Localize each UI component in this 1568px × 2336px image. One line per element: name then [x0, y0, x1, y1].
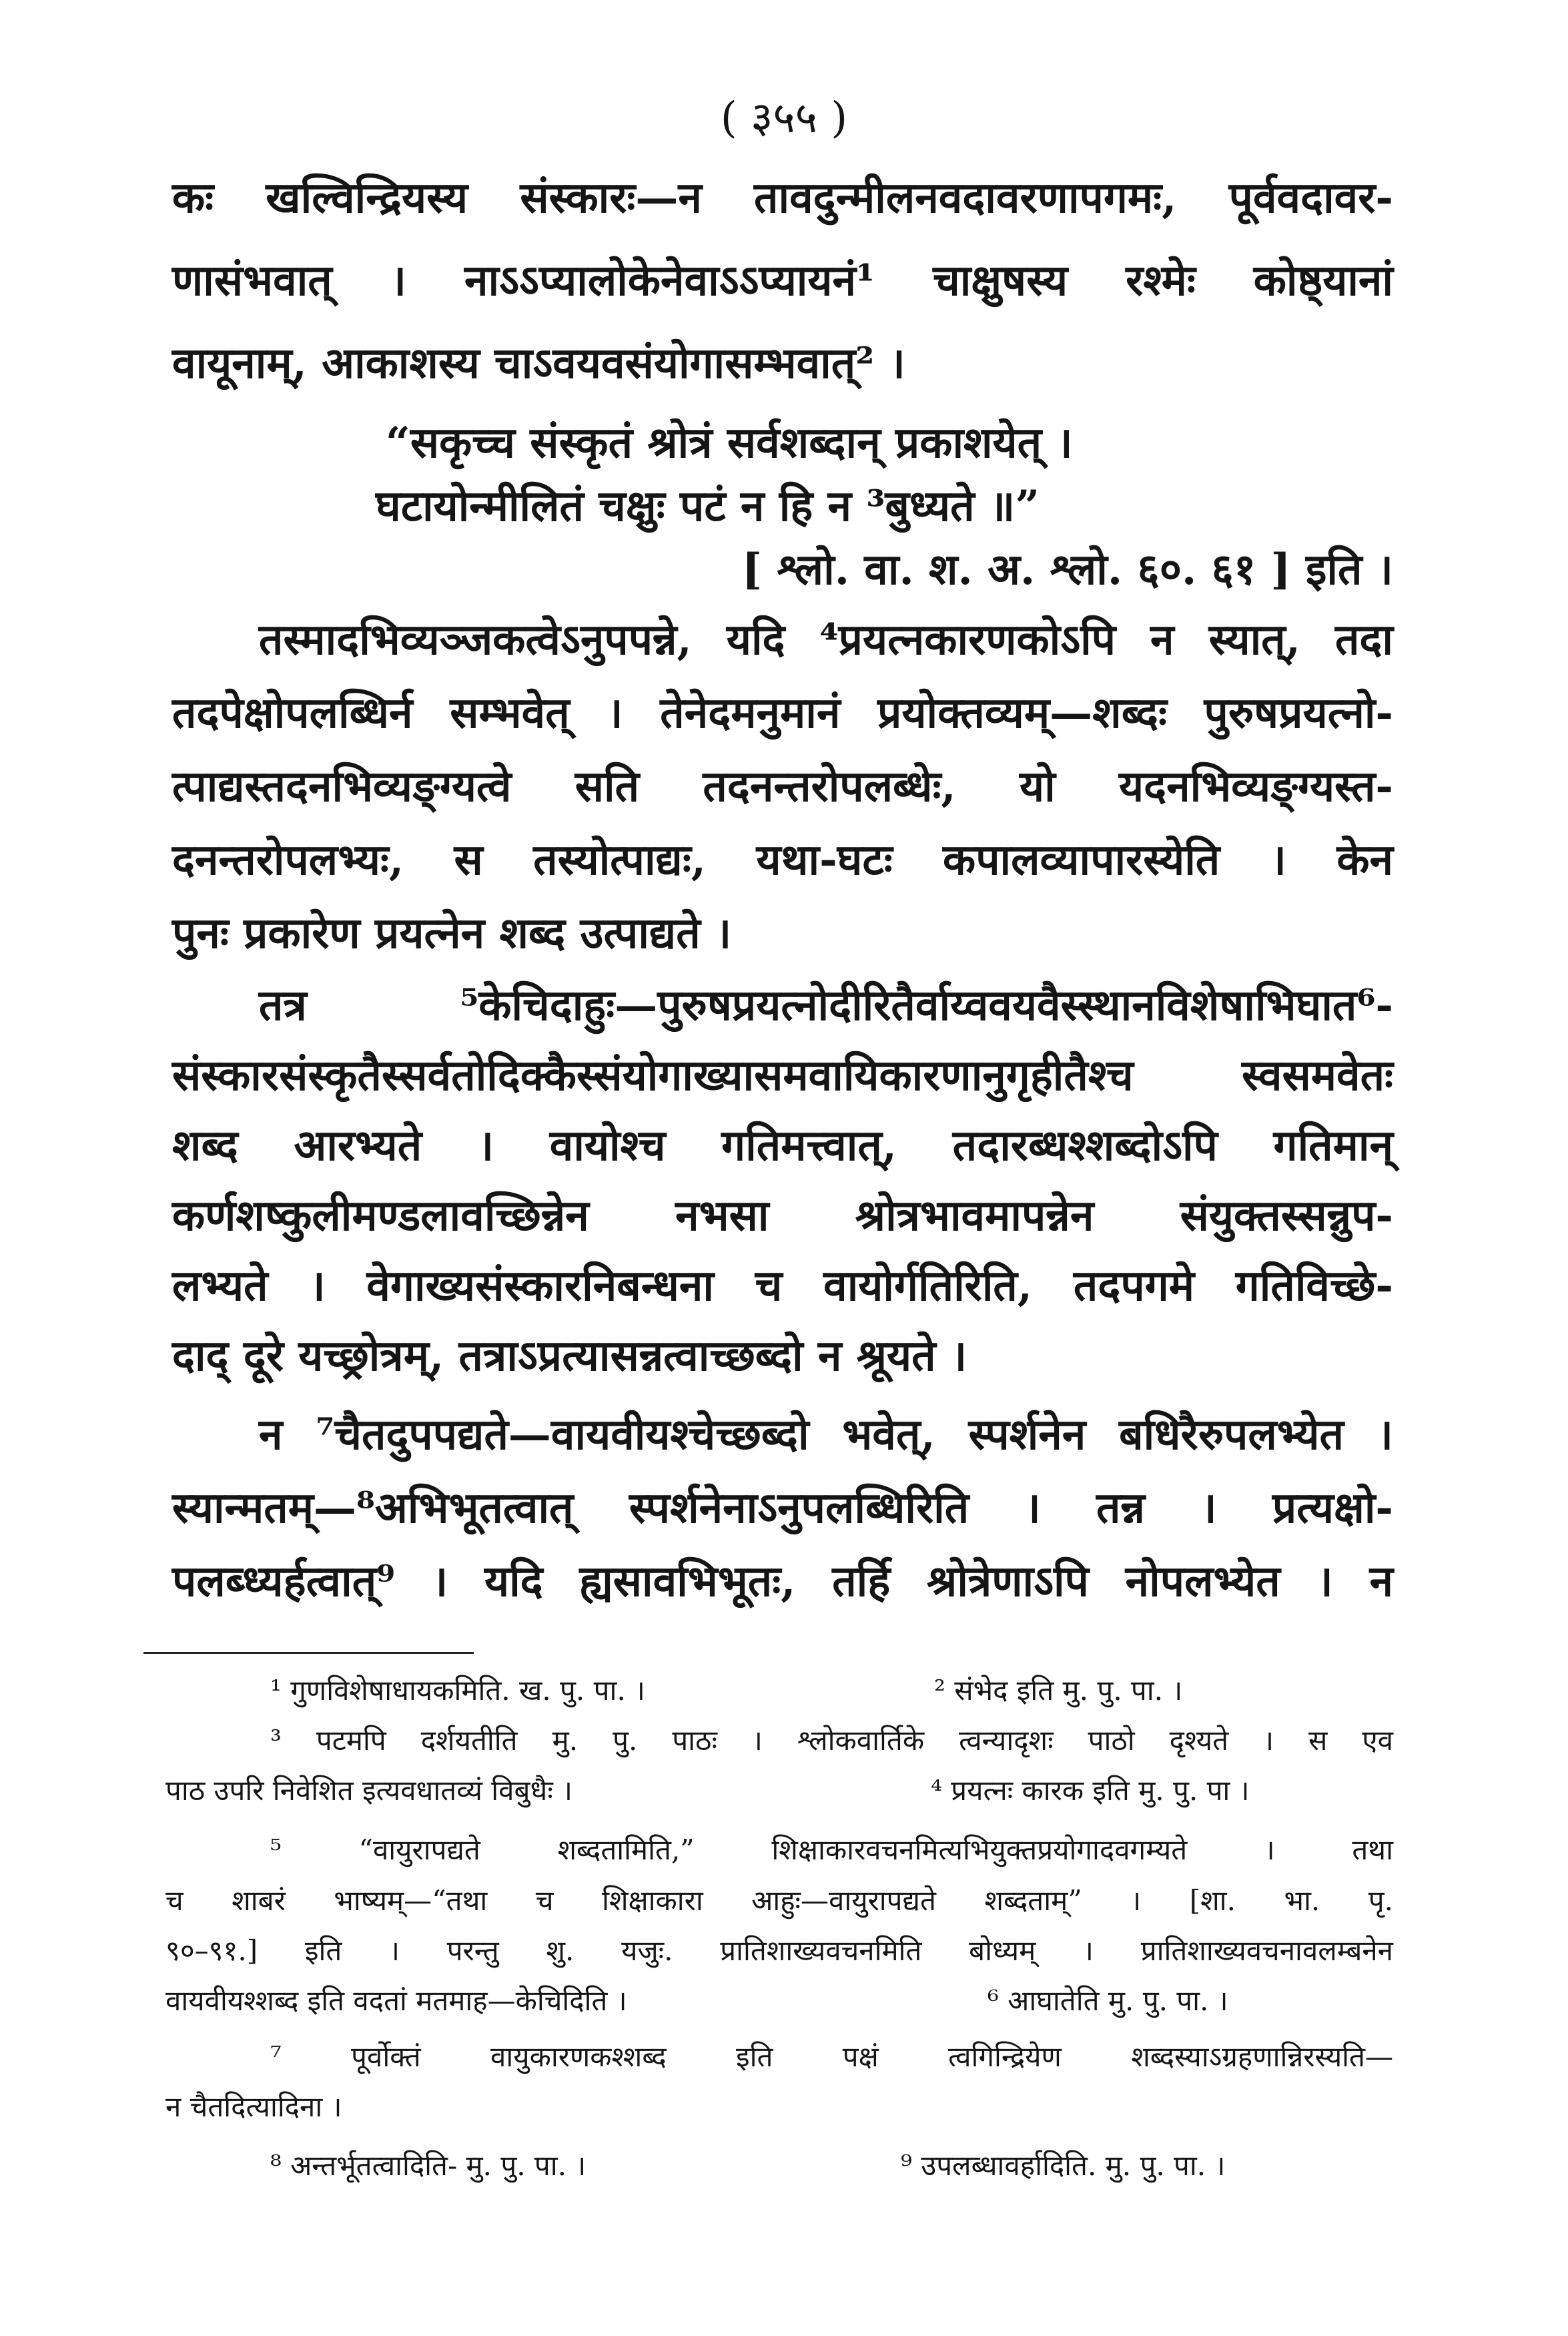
paragraph-line: कः खल्विन्द्रियस्य संस्कारः—न तावदुन्मीलनवदावरणापगमः, पूर्ववदावर-	[172, 173, 1393, 223]
footnote-3-line: ³ पटमपि दर्शयतीति मु. पु. पाठः । श्लोकवार्तिके त्वन्यादृशः पाठो दृश्यते । स एव	[270, 1724, 1393, 1757]
paragraph-line: शब्द आरभ्यते । वायोश्च गतिमत्त्वात्, तदारब्धश्शब्दोऽपि गतिमान्	[172, 1121, 1393, 1171]
paragraph-line: न ⁷चैतदुपपद्यते—वायवीयश्चेच्छब्दो भवेत्, स्पर्शनेन बधिरैरुपलभ्येत ।	[259, 1410, 1393, 1460]
paragraph-line: स्यान्मतम्—⁸अभिभूतत्वात् स्पर्शनेनाऽनुपलब्धिरिति । तन्न । प्रत्यक्षो-	[172, 1483, 1393, 1533]
footnote-8: ⁸ अन्तर्भूतत्वादिति- मु. पु. पा. ।	[270, 2149, 586, 2182]
paragraph-line: तदपेक्षोपलब्धिर्न सम्भवेत् । तेनेदमनुमानं प्रयोक्तव्यम्—शब्दः पुरुषप्रयत्नो-	[172, 688, 1393, 738]
footnote-5-line: वायवीयश्शब्द इति वदतां मतमाह—केचिदिति ।	[165, 1984, 627, 2017]
paragraph-2	[172, 615, 1393, 986]
paragraph-line: पलब्ध्यर्हत्वात्⁹ । यदि ह्यसावभिभूतः, तर्हि श्रोत्रेणाऽपि नोपलभ्येत । न	[172, 1556, 1393, 1607]
paragraph-line: दाद् दूरे यच्छ्रोत्रम्, तत्राऽप्रत्यासन्नत्वाच्छब्दो न श्रूयते ।	[172, 1331, 967, 1381]
footnote-2: ² संभेद इति मु. पु. पा. ।	[934, 1674, 1183, 1707]
paragraph-line: संस्कारसंस्कृतैस्सर्वतोदिक्कैस्संयोगाख्यासमवायिकारणानुगृहीतैश्च स्वसमवेतः	[172, 1051, 1393, 1101]
footnote-7-line: ⁷ पूर्वोक्तं वायुकारणकश्शब्द इति पक्षं त्वगिन्द्रियेण शब्दस्याऽग्रहणान्निरस्यति—	[270, 2040, 1393, 2073]
paragraph-line: वायूनाम्, आकाशस्य चाऽवयवसंयोगासम्भवात्² ।	[172, 338, 905, 388]
paragraph-line: लभ्यते । वेगाख्यसंस्कारनिबन्धना च वायोर्गतिरिति, तदपगमे गतिविच्छे-	[172, 1261, 1393, 1311]
paragraph-line: दनन्तरोपलभ्यः, स तस्योत्पाद्यः, यथा-घटः कपालव्यापारस्येति । केन	[172, 835, 1393, 885]
footnote-5-line: च शाबरं भाष्यम्—“तथा च शिक्षाकारा आहुः—वायुरापद्यते शब्दताम्” । [शा. भा. पृ.	[165, 1884, 1393, 1917]
footnote-3-line: पाठ उपरि निवेशित इत्यवधातव्यं विबुधैः ।	[165, 1774, 573, 1807]
paragraph-line: तत्र ⁵केचिदाहुः—पुरुषप्रयत्नोदीरितैर्वाय्ववयवैस्स्थानविशेषाभिघात⁶-	[259, 980, 1393, 1031]
paragraph-4	[172, 1410, 1393, 1634]
footnote-6: ⁶ आघातेति मु. पु. पा. ।	[988, 1984, 1228, 2017]
paragraph-line: त्पाद्यस्तदनभिव्यङ्ग्यत्वे सति तदनन्तरोपलब्धेः, यो यदनभिव्यङ्ग्यस्त-	[172, 762, 1393, 812]
footnote-5-line: ⁵ “वायुरापद्यते शब्दतामिति,” शिक्षाकारवचनमित्यभियुक्तप्रयोगादवगम्यते । तथा	[270, 1833, 1393, 1866]
paragraph-line: कर्णशष्कुलीमण्डलावच्छिन्नेन नभसा श्रोत्रभावमापन्नेन संयुक्तस्सन्नुप-	[172, 1191, 1393, 1241]
footnote-5-line: ९०–९१.] इति । परन्तु शु. यजुः. प्रातिशाख्यवचनमिति बोध्यम् । प्रातिशाख्यवचनावलम्बनेन	[165, 1934, 1393, 1967]
paragraph-3	[172, 980, 1393, 1405]
footnote-9: ⁹ उपलब्धावर्हादिति. मु. पु. पा. ।	[901, 2149, 1226, 2182]
footnote-7-line: न चैतदित्यादिना ।	[165, 2090, 342, 2123]
paragraph-1	[172, 173, 1393, 425]
verse-reference: [ श्लो. वा. श. अ. श्लो. ६०. ६१ ] इति ।	[741, 545, 1393, 595]
footnote-4: ⁴ प्रयत्नः कारक इति मु. पु. पा ।	[931, 1774, 1250, 1807]
footnote-divider	[143, 1652, 474, 1654]
paragraph-line: पुनः प्रकारेण प्रयत्नेन शब्द उत्पाद्यते ।	[172, 908, 732, 958]
page-number: ( ३५५ )	[720, 93, 848, 143]
verse-line: घटायोन्मीलितं चक्षुः पटं न हि न ³बुध्यते ॥”	[376, 481, 1040, 531]
paragraph-line: णासंभवात् । नाऽऽप्यालोकेनेवाऽऽप्यायनं¹ चाक्षुषस्य रश्मेः कोष्ठ्यानां	[172, 256, 1393, 306]
verse-line: “सकृच्च संस्कृतं श्रोत्रं सर्वशब्दान् प्रकाशयेत् ।	[386, 418, 1073, 468]
paragraph-line: तस्मादभिव्यञ्जकत्वेऽनुपपन्ने, यदि ⁴प्रयत्नकारणकोऽपि न स्यात्, तदा	[259, 615, 1393, 665]
footnote-1: ¹ गुणविशेषाधायकमिति. ख. पु. पा. ।	[270, 1674, 645, 1707]
